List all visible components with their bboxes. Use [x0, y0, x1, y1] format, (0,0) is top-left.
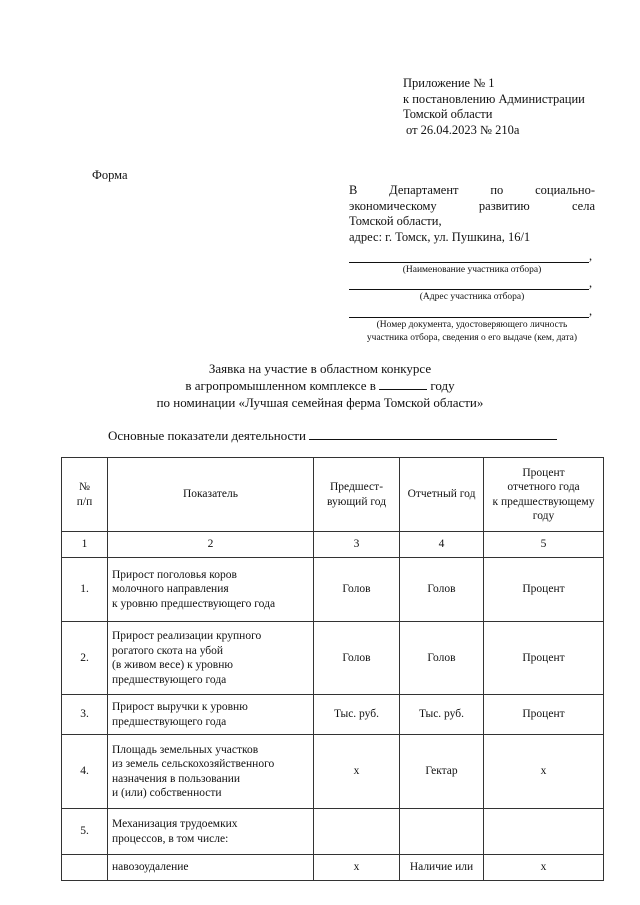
row-prev-year: Голов [314, 622, 400, 695]
indicator-line: из земель сельскохозяйственного [112, 758, 275, 770]
row-indicator [108, 735, 314, 809]
title-line [0, 377, 640, 394]
row-number: 3. [62, 695, 108, 735]
appendix-line: Томской области [403, 107, 493, 121]
indicator-line: Прирост реализации крупного [112, 630, 262, 642]
comma: , [589, 304, 593, 318]
header-line: вующий год [326, 495, 387, 508]
appendix-line: к постановлению Администрации [403, 91, 585, 106]
table-row [62, 809, 604, 855]
indicators-table-body [62, 458, 604, 881]
indicator-line: предшествующего года [112, 673, 227, 686]
header-line: № [79, 481, 90, 493]
row-report-year: Наличие или [400, 855, 484, 881]
participant-address-caption: (Адрес участника отбора) [419, 292, 525, 302]
row-number [62, 855, 108, 881]
row-percent [484, 809, 604, 855]
addressee-line: экономическому развитию села [349, 198, 595, 213]
column-number: 2 [108, 532, 314, 558]
row-prev-year: Тыс. руб. [314, 695, 400, 735]
addressee-line: адрес: г. Томск, ул. Пушкина, 16/1 [349, 229, 531, 244]
row-report-year: Голов [400, 622, 484, 695]
indicator-line: процессов, в том числе: [112, 832, 229, 845]
indicator-line: молочного направления [112, 583, 229, 596]
document-caption-line: участника отбора, сведения о его выдаче (кем, дата) [366, 333, 578, 343]
appendix-line: от 26.04.2023 № 210а [406, 122, 520, 137]
row-percent: Процент [484, 558, 604, 622]
header-percent [484, 458, 604, 532]
row-prev-year: х [314, 735, 400, 809]
year-blank-field[interactable] [379, 377, 427, 390]
row-indicator [108, 809, 314, 855]
row-indicator [108, 855, 314, 881]
participant-name-caption: (Наименование участника отбора) [402, 265, 542, 275]
indicator-line: Прирост поголовья коров [112, 568, 237, 581]
table-row [62, 855, 604, 881]
indicator-line: Площадь земельных участков [112, 743, 259, 756]
row-percent: х [484, 735, 604, 809]
row-percent: Процент [484, 622, 604, 695]
row-report-year [400, 809, 484, 855]
row-number: 1. [62, 558, 108, 622]
row-number: 2. [62, 622, 108, 695]
row-prev-year: Голов [314, 558, 400, 622]
numbering-row [62, 532, 604, 558]
table-row [62, 695, 604, 735]
indicators-blank-field[interactable] [309, 427, 557, 440]
comma: , [589, 249, 593, 263]
indicator-line: предшествующего года [112, 715, 227, 728]
header-line: году [532, 510, 555, 522]
participant-address-line[interactable] [349, 289, 589, 290]
header-line: к предшествующему [492, 495, 595, 508]
form-label: Форма [92, 168, 128, 182]
indicator-line: Прирост выручки к уровню [112, 701, 248, 713]
header-line: отчетного года [507, 481, 580, 493]
row-indicator [108, 558, 314, 622]
addressee-line: Томской области, [349, 214, 442, 228]
header-report-year: Отчетный год [400, 458, 484, 532]
row-report-year: Гектар [400, 735, 484, 809]
application-title [0, 360, 640, 411]
indicators-table [61, 457, 604, 881]
participant-name-line[interactable] [349, 262, 589, 263]
column-number: 1 [62, 532, 108, 558]
table-header-row [62, 458, 604, 532]
row-percent: х [484, 855, 604, 881]
indicator-line: (в живом весе) к уровню [112, 659, 233, 671]
addressee-line: В Департамент по социально- [349, 183, 595, 197]
column-number: 3 [314, 532, 400, 558]
row-number: 4. [62, 735, 108, 809]
appendix-line: Приложение № 1 [403, 76, 495, 90]
document-caption-line: (Номер документа, удостоверяющего личность [376, 320, 568, 330]
title-line: по номинации «Лучшая семейная ферма Томской области» [156, 395, 484, 410]
document-caption [349, 319, 595, 345]
column-number: 5 [484, 532, 604, 558]
header-prev-year [314, 458, 400, 532]
row-prev-year: х [314, 855, 400, 881]
row-report-year: Голов [400, 558, 484, 622]
row-number: 5. [62, 809, 108, 855]
indicator-line: к уровню предшествующего года [112, 597, 276, 610]
indicator-line: рогатого скота на убой [112, 644, 224, 657]
row-prev-year [314, 809, 400, 855]
document-line[interactable] [349, 317, 589, 318]
table-row [62, 735, 604, 809]
addressee-block [349, 183, 595, 245]
title-line: Заявка на участие в областном конкурсе [208, 361, 432, 376]
header-line: Процент [522, 466, 565, 479]
title-text: в агропромышленном комплексе в [185, 378, 376, 393]
indicator-line: навозоудаление [112, 861, 189, 874]
indicators-label: Основные показатели деятельности [108, 428, 306, 443]
indicator-line: и (или) собственности [112, 787, 222, 799]
row-indicator [108, 695, 314, 735]
table-row [62, 558, 604, 622]
column-number: 4 [400, 532, 484, 558]
row-percent: Процент [484, 695, 604, 735]
row-indicator [108, 622, 314, 695]
table-row [62, 622, 604, 695]
header-indicator: Показатель [108, 458, 314, 532]
comma: , [589, 276, 593, 290]
indicator-line: назначения в пользовании [112, 772, 241, 785]
appendix-header [403, 76, 585, 138]
header-line: п/п [76, 495, 93, 508]
indicators-heading [108, 427, 557, 444]
header-num [62, 458, 108, 532]
header-line: Предшест- [329, 481, 384, 493]
title-text: году [430, 378, 455, 393]
row-report-year: Тыс. руб. [400, 695, 484, 735]
indicator-line: Механизация трудоемких [112, 818, 238, 830]
